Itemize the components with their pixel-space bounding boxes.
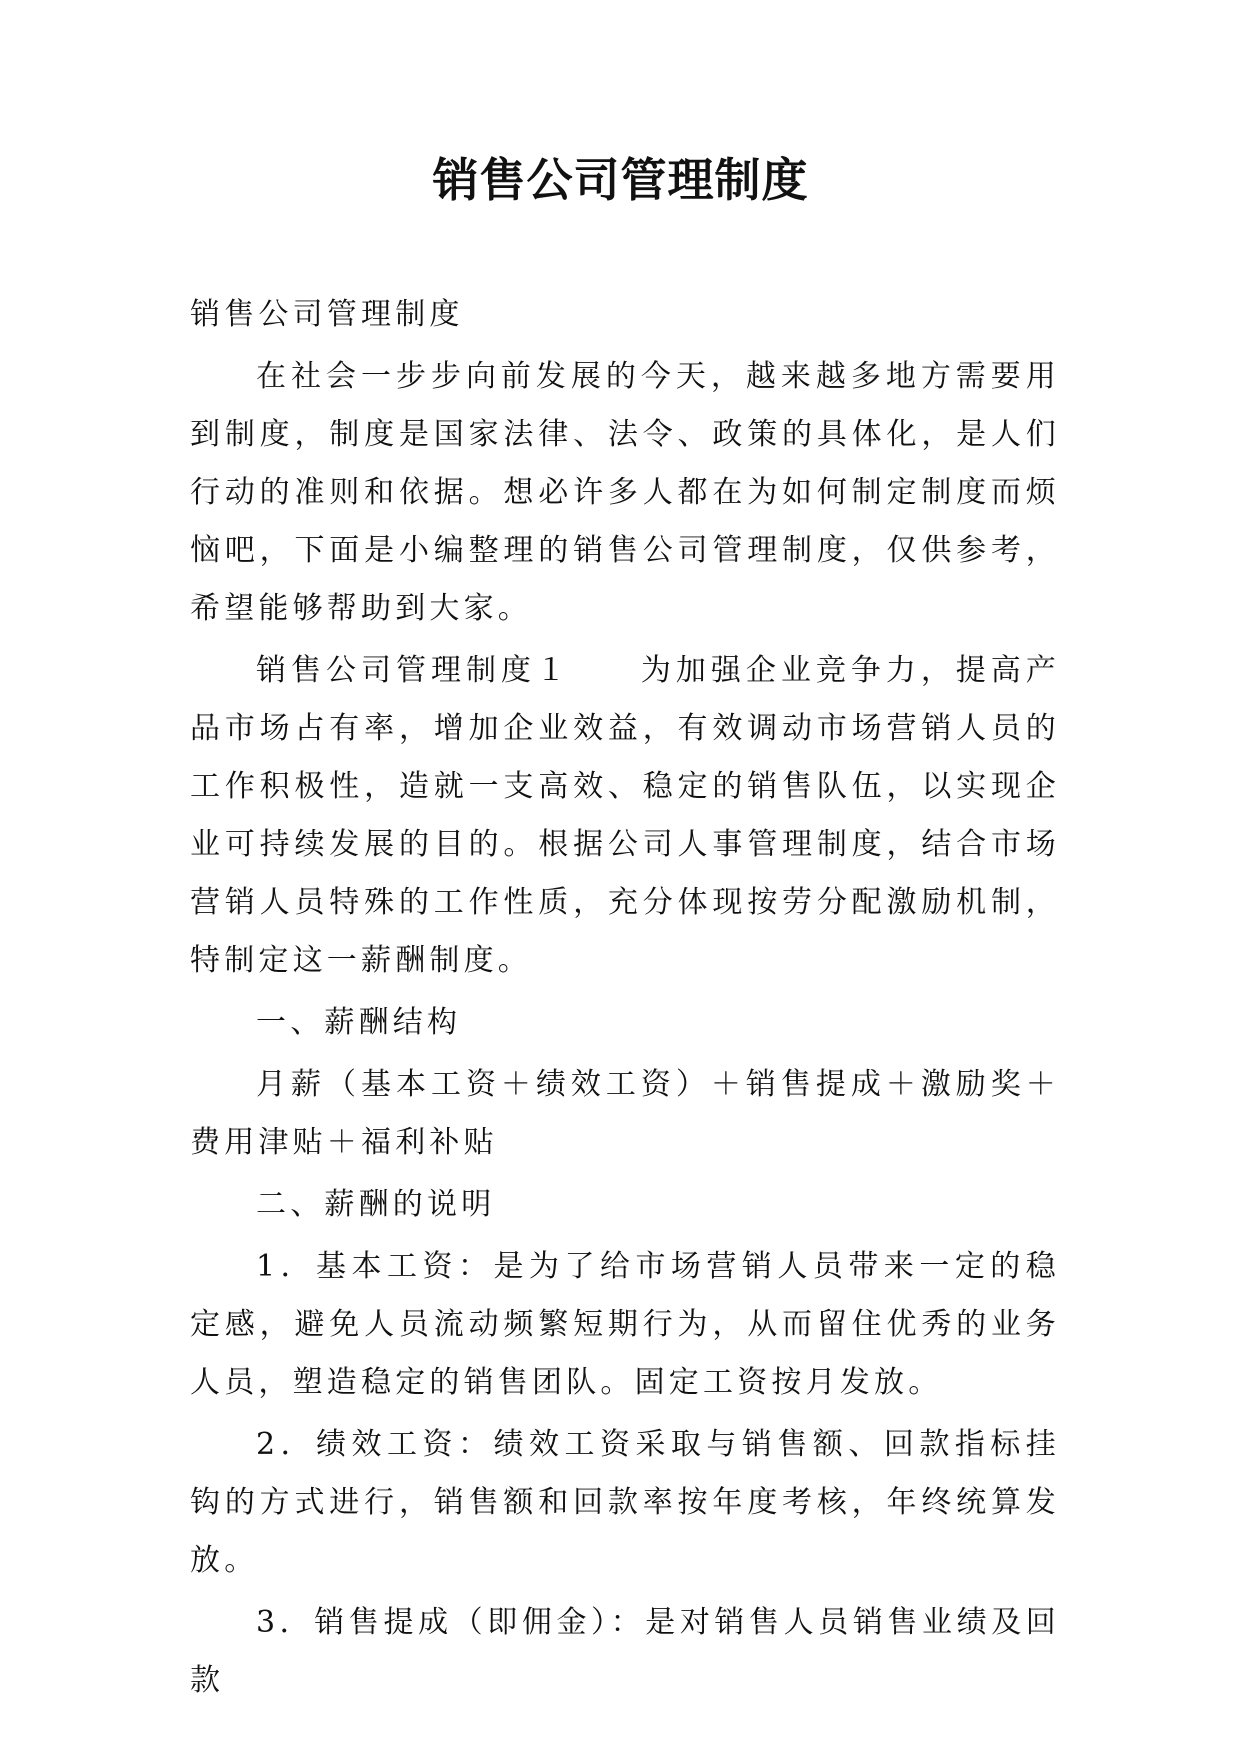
paragraph: 销售公司管理制度１ 为加强企业竞争力，提高产品市场占有率，增加企业效益，有效调动市场营销人员的工作积极性，造就一支高效、稳定的销售队伍，以实现企业可持续发展的目的。根据公司人事管理制度，结合市场营销人员特殊的工作性质，充分体现按劳分配激励机制，特制定这一薪酬制度。 (190, 653, 1060, 978)
document-title: 销售公司管理制度 (432, 153, 809, 207)
paragraph: 月薪（基本工资＋绩效工资）＋销售提成＋激励奖＋费用津贴＋福利补贴 (190, 1067, 1060, 1160)
paragraph: 1．基本工资：是为了给市场营销人员带来一定的稳定感，避免人员流动频繁短期行为，从而留住优秀的业务人员，塑造稳定的销售团队。固定工资按月发放。 (190, 1249, 1060, 1400)
paragraph: 在社会一步步向前发展的今天，越来越多地方需要用到制度，制度是国家法律、法令、政策的具体化，是人们行动的准则和依据。想必许多人都在为如何制定制度而烦恼吧，下面是小编整理的销售公司管理制度，仅供参考，希望能够帮助到大家。 (190, 359, 1060, 626)
paragraph: 3．销售提成（即佣金）：是对销售人员销售业绩及回款 (190, 1605, 1060, 1698)
document-body (190, 286, 1060, 1714)
paragraph: 销售公司管理制度 (190, 297, 464, 332)
section-heading: 二、薪酬的说明 (256, 1187, 496, 1222)
paragraph: 2．绩效工资：绩效工资采取与销售额、回款指标挂钩的方式进行，销售额和回款率按年度考核，年终统算发放。 (190, 1427, 1060, 1578)
section-heading: 一、薪酬结构 (256, 1005, 462, 1040)
